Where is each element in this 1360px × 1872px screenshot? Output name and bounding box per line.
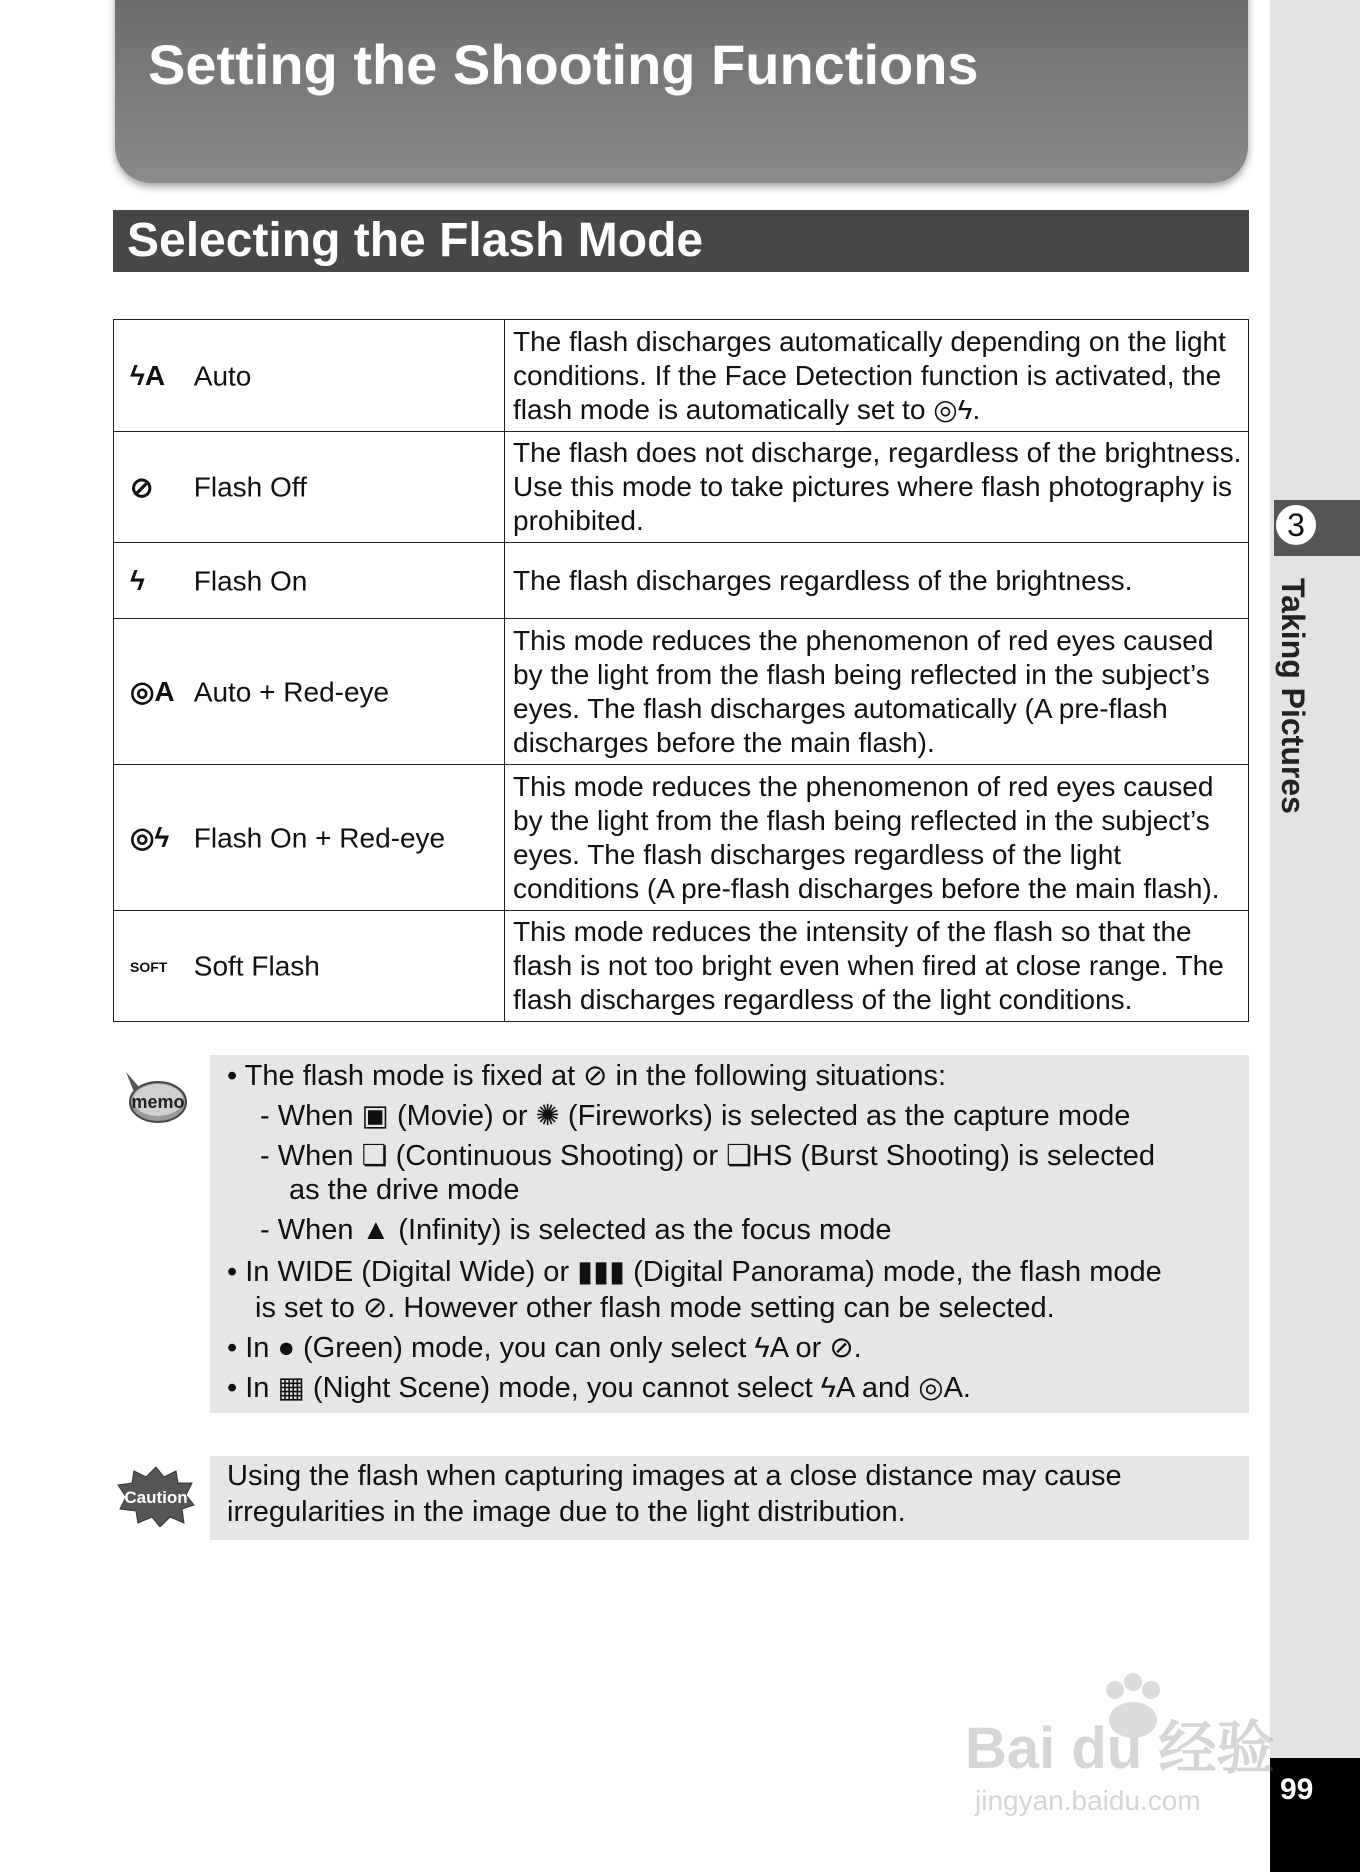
flash-mode-table xyxy=(113,319,1249,1022)
flash-auto-icon: ϟA xyxy=(130,360,166,392)
auto-red-eye-icon: ◎A xyxy=(130,676,175,708)
chapter-title: Taking Pictures xyxy=(1275,578,1311,814)
mode-label: Soft Flash xyxy=(193,950,320,982)
memo-line: - When ▲ (Infinity) is selected as the focus mode xyxy=(260,1214,892,1246)
mode-cell xyxy=(114,320,505,432)
caution-box xyxy=(210,1456,1249,1540)
memo-line: • In WIDE (Digital Wide) or ▮▮▮ (Digital Panorama) mode, the flash mode xyxy=(227,1256,1162,1288)
chapter-sidebar xyxy=(1270,0,1360,1872)
mode-cell xyxy=(114,911,505,1022)
caution-line: irregularities in the image due to the light distribution. xyxy=(227,1496,906,1528)
caution-line: Using the flash when capturing images at a close distance may cause xyxy=(227,1460,1122,1492)
mode-cell xyxy=(114,619,505,765)
chapter-number: 3 xyxy=(1274,503,1318,547)
mode-description: The flash discharges regardless of the brightness. xyxy=(505,543,1249,619)
memo-line: - When ▣ (Movie) or ✺ (Fireworks) is selected as the capture mode xyxy=(260,1100,1131,1132)
page-title: Setting the Shooting Functions xyxy=(148,33,979,96)
mode-description: This mode reduces the phenomenon of red eyes caused by the light from the flash being reflected in the subject’s eyes. The flash discharges automatically (A pre-flash discharges before the main flash). xyxy=(505,619,1249,765)
memo-line: • The flash mode is fixed at ⊘ in the following situations: xyxy=(227,1060,947,1092)
mode-description: This mode reduces the phenomenon of red eyes caused by the light from the flash being reflected in the subject’s eyes. The flash discharges regardless of the light conditions (A pre-flash discharges before the main flash). xyxy=(505,765,1249,911)
table-row xyxy=(114,320,1249,432)
mode-cell xyxy=(114,432,505,543)
mode-label: Auto + Red-eye xyxy=(193,676,390,708)
table-row xyxy=(114,765,1249,911)
soft-flash-icon: SOFT xyxy=(130,958,168,975)
table-row xyxy=(114,432,1249,543)
mode-description: The flash does not discharge, regardless of the brightness. Use this mode to take pictures where flash photography is prohibited. xyxy=(505,432,1249,543)
flash-on-icon: ϟ xyxy=(130,565,145,597)
mode-label: Auto xyxy=(193,360,252,392)
page-number: 99 xyxy=(1280,1773,1314,1806)
memo-icon-label: memo xyxy=(131,1092,185,1112)
memo-line: is set to ⊘. However other flash mode setting can be selected. xyxy=(255,1292,1055,1324)
mode-description: The flash discharges automatically depending on the light conditions. If the Face Detection function is activated, the flash mode is automatically set to ◎ϟ. xyxy=(505,320,1249,432)
section-title: Selecting the Flash Mode xyxy=(127,214,704,267)
watermark-brand: Bai du 经验 xyxy=(965,1716,1275,1781)
mode-label: Flash On xyxy=(193,565,308,597)
mode-description: This mode reduces the intensity of the flash so that the flash is not too bright even when fired at close range. The flash discharges regardless of the light conditions. xyxy=(505,911,1249,1022)
baidu-watermark xyxy=(965,1660,1275,1820)
flash-on-red-eye-icon: ◎ϟ xyxy=(130,822,170,854)
memo-icon xyxy=(120,1066,188,1124)
memo-line: • In ▦ (Night Scene) mode, you cannot select ϟA and ◎A. xyxy=(227,1372,971,1404)
table-row xyxy=(114,619,1249,765)
memo-line: • In ● (Green) mode, you can only select ϟA or ⊘. xyxy=(227,1332,862,1364)
mode-cell xyxy=(114,765,505,911)
mode-cell xyxy=(114,543,505,619)
caution-icon-label: Caution xyxy=(124,1488,188,1507)
mode-label: Flash Off xyxy=(193,471,307,503)
caution-icon xyxy=(116,1465,196,1527)
flash-off-icon: ⊘ xyxy=(130,471,154,503)
mode-label: Flash On + Red-eye xyxy=(193,822,446,854)
table-row xyxy=(114,911,1249,1022)
memo-line: as the drive mode xyxy=(289,1174,520,1206)
table-row xyxy=(114,543,1249,619)
watermark-url: jingyan.baidu.com xyxy=(975,1785,1201,1816)
memo-line: - When ❏ (Continuous Shooting) or ❏HS (Burst Shooting) is selected xyxy=(260,1140,1156,1172)
memo-box xyxy=(210,1055,1249,1413)
